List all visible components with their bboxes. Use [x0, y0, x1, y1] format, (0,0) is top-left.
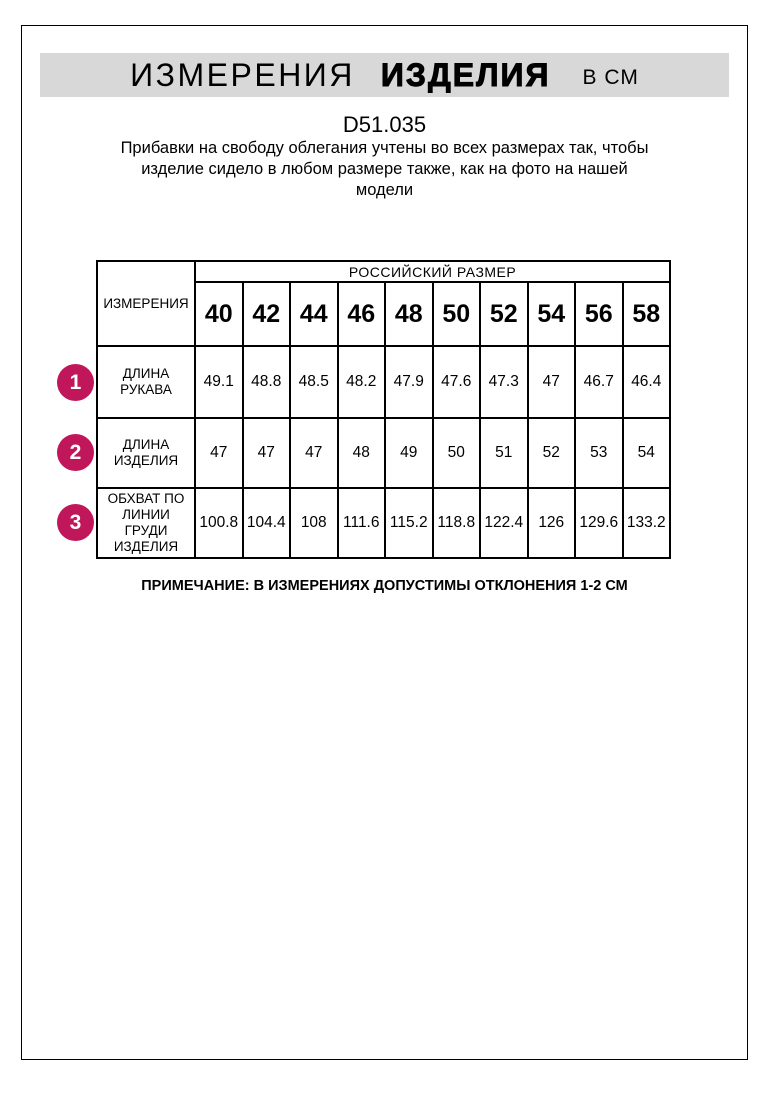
table-row-sleeve-length	[97, 346, 670, 418]
size-header-50: 50	[433, 282, 481, 346]
table-cell: 52	[528, 418, 576, 488]
table-cell: 104.4	[243, 488, 291, 558]
title-measurements: ИЗМЕРЕНИЯ	[130, 56, 355, 93]
size-header-42: 42	[243, 282, 291, 346]
article-code: D51.035	[342, 112, 427, 137]
table-cell: 111.6	[338, 488, 386, 558]
table-cell: 53	[575, 418, 623, 488]
table-group-header: РОССИЙСКИЙ РАЗМЕР	[195, 261, 670, 282]
table-cell: 100.8	[195, 488, 243, 558]
size-table	[96, 260, 671, 559]
row-number-badge-1: 1	[57, 364, 94, 401]
table-corner-header: ИЗМЕРЕНИЯ	[97, 261, 195, 346]
table-cell: 108	[290, 488, 338, 558]
note-text: ПРИМЕЧАНИЕ: В ИЗМЕРЕНИЯХ ДОПУСТИМЫ ОТКЛОНЕНИЯ 1-2 СМ	[141, 578, 628, 594]
table-group-header-row	[97, 261, 670, 282]
table-cell: 47	[290, 418, 338, 488]
table-cell: 47.9	[385, 346, 433, 418]
page-border	[21, 25, 748, 1060]
size-header-58: 58	[623, 282, 671, 346]
table-cell: 46.7	[575, 346, 623, 418]
table-cell: 118.8	[433, 488, 481, 558]
table-cell: 126	[528, 488, 576, 558]
table-row-item-length	[97, 418, 670, 488]
row-label-item-length: ДЛИНА ИЗДЕЛИЯ	[97, 418, 195, 488]
table-cell: 47.6	[433, 346, 481, 418]
row-number-badge-2: 2	[57, 434, 94, 471]
size-header-46: 46	[338, 282, 386, 346]
table-cell: 129.6	[575, 488, 623, 558]
table-cell: 46.4	[623, 346, 671, 418]
row-label-chest-girth: ОБХВАТ ПО ЛИНИИ ГРУДИ ИЗДЕЛИЯ	[97, 488, 195, 558]
title-product: ИЗДЕЛИЯ	[380, 56, 551, 93]
table-row-chest-girth	[97, 488, 670, 558]
size-header-52: 52	[480, 282, 528, 346]
table-cell: 48	[338, 418, 386, 488]
table-cell: 47	[243, 418, 291, 488]
description-line-1: Прибавки на свободу облегания учтены во всех размерах так, чтобы	[120, 139, 649, 157]
row-number-badge-3: 3	[57, 504, 94, 541]
size-header-56: 56	[575, 282, 623, 346]
description-line-2: изделие сидело в любом размере также, как на фото на нашей	[141, 160, 628, 178]
table-cell: 50	[433, 418, 481, 488]
table-cell: 133.2	[623, 488, 671, 558]
table-cell: 54	[623, 418, 671, 488]
table-cell: 47	[195, 418, 243, 488]
table-cell: 49.1	[195, 346, 243, 418]
title-bar	[40, 53, 729, 97]
size-header-40: 40	[195, 282, 243, 346]
table-cell: 49	[385, 418, 433, 488]
table-cell: 48.8	[243, 346, 291, 418]
description-line-3: модели	[355, 181, 414, 199]
table-cell: 115.2	[385, 488, 433, 558]
size-header-48: 48	[385, 282, 433, 346]
table-cell: 48.2	[338, 346, 386, 418]
description	[22, 138, 747, 201]
table-cell: 47.3	[480, 346, 528, 418]
size-header-54: 54	[528, 282, 576, 346]
table-cell: 122.4	[480, 488, 528, 558]
size-header-44: 44	[290, 282, 338, 346]
table-cell: 51	[480, 418, 528, 488]
row-label-sleeve-length: ДЛИНА РУКАВА	[97, 346, 195, 418]
table-cell: 48.5	[290, 346, 338, 418]
table-cell: 47	[528, 346, 576, 418]
title-units: В СМ	[582, 66, 639, 89]
